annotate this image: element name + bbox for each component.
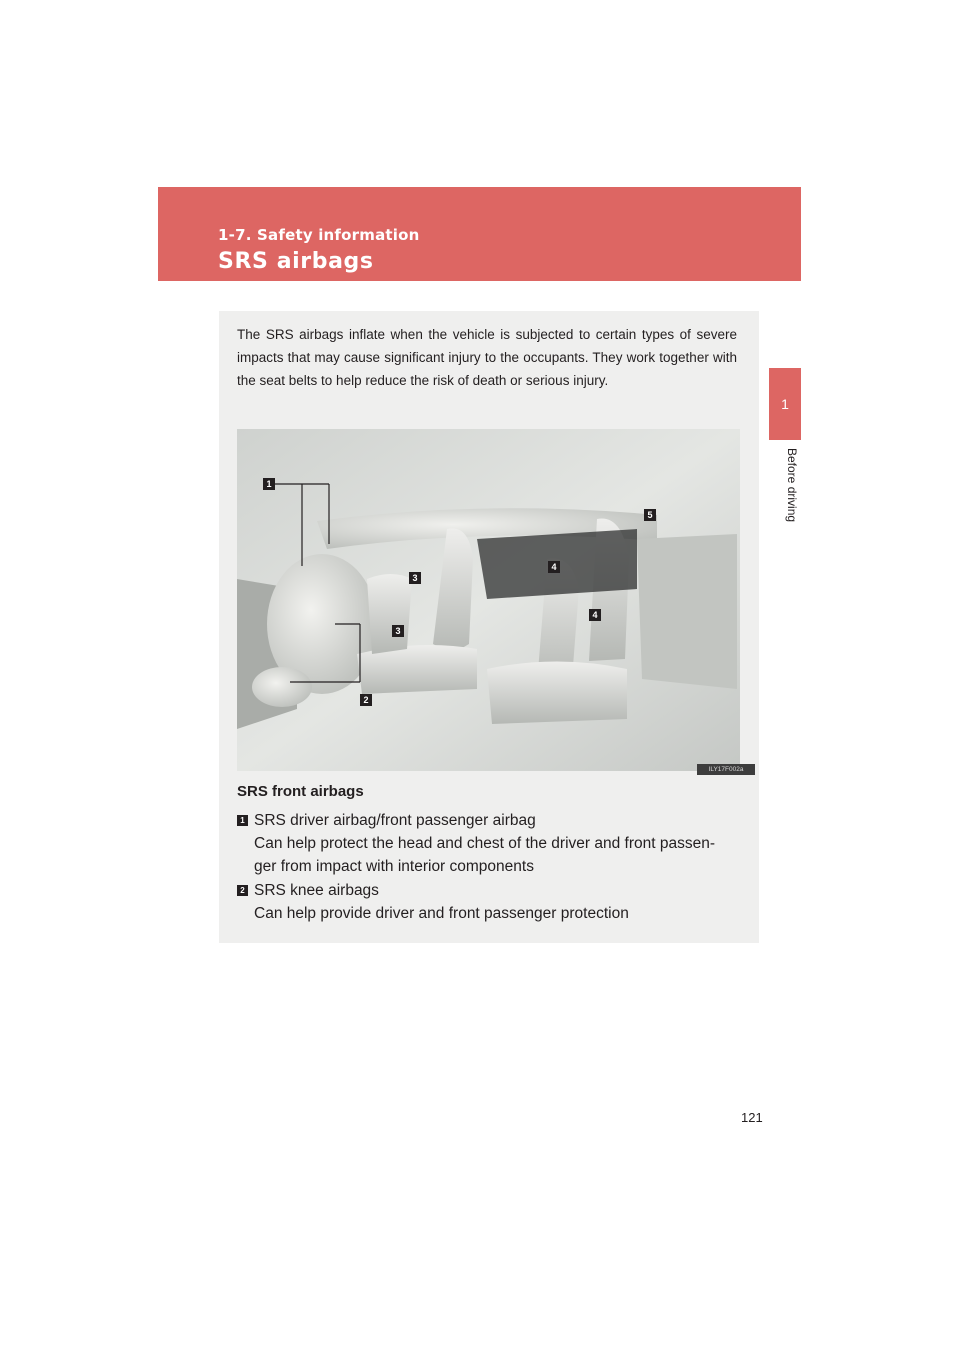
list-item bbox=[237, 879, 747, 927]
item-title: SRS knee airbags bbox=[254, 882, 379, 899]
callout-2: 2 bbox=[363, 695, 369, 705]
callout-3a: 3 bbox=[412, 573, 418, 583]
intro-paragraph: The SRS airbags inflate when the vehicle is subjected to certain types of severe impacts that may cause significant injury to the occupants. They work together with the seat belts to help reduce the risk of death or serious injury. bbox=[237, 327, 737, 388]
item-description: Can help protect the head and chest of the driver and front passen- bbox=[254, 835, 715, 852]
list-item bbox=[237, 809, 747, 879]
callout-3b: 3 bbox=[395, 626, 401, 636]
item-marker: 1 bbox=[237, 815, 248, 826]
item-description: ger from impact with interior components bbox=[254, 858, 534, 875]
subsection-heading: SRS front airbags bbox=[237, 783, 364, 800]
item-description: Can help provide driver and front passenger protection bbox=[254, 905, 629, 922]
callout-4b: 4 bbox=[592, 610, 598, 620]
page-number: 121 bbox=[741, 1110, 763, 1125]
callout-4a: 4 bbox=[551, 562, 557, 572]
page-header bbox=[158, 187, 801, 281]
page-title: SRS airbags bbox=[218, 249, 374, 274]
airbag-illustration bbox=[237, 429, 740, 771]
item-title: SRS driver airbag/front passenger airbag bbox=[254, 812, 536, 829]
item-marker: 2 bbox=[237, 885, 248, 896]
section-label: 1-7. Safety information bbox=[218, 226, 420, 244]
figure-code: ILY17F002a bbox=[697, 764, 755, 775]
chapter-label: Before driving bbox=[785, 448, 799, 523]
content-panel bbox=[219, 311, 759, 943]
callout-1: 1 bbox=[266, 479, 272, 489]
chapter-tab: 1 bbox=[769, 368, 801, 440]
callout-5: 5 bbox=[647, 510, 653, 520]
